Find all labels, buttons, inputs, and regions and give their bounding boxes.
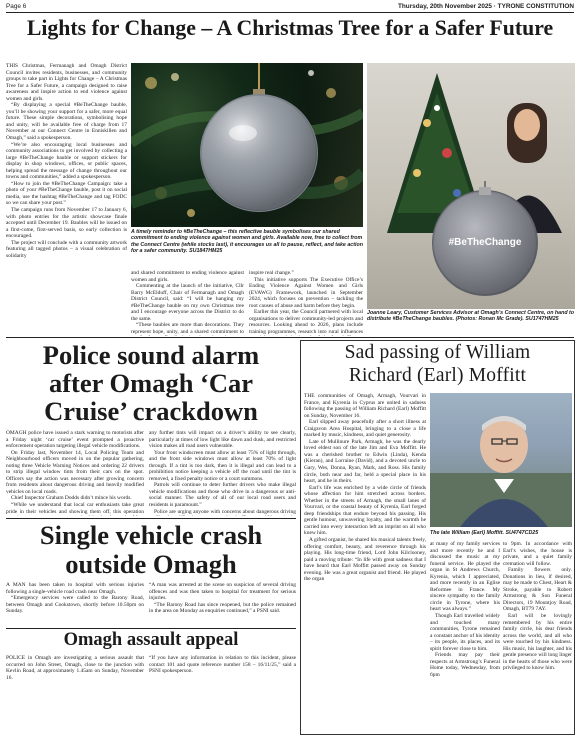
moffitt-headline: Sad passing of William Richard (Earl) Moffitt xyxy=(344,342,531,386)
section-rule-2 xyxy=(6,518,296,519)
moffitt-column-top: THE communities of Omagh, Armagh, Vourvari in France, and Kyrenia in Cyprus are united in sadness following the passing of William Richard (Earl) Moffitt on Sunday, November 16. Earl slipped away peacefully after a short illness at Craigavon Area Hospital, bringing to a close a life marked by music, kindness, and quiet generosity. Late of Mullinure Park, Armagh, he was the dearly loved eldest son of the late Jim and Eva Moffitt. He was a cherished brother to Edwin (Linda), Kenda (Kieran), and Lorraine (David), and a devoted uncle to Gary, Wes, Donna, Ryan, Mark, and Ross. His family circle, both near and far, held a special place in his heart, and he in theirs. Earl’s life was enriched by a wide circle of friends whose affection for him stretched across borders. Whether in the streets of Armagh, the small lanes of Vourvari, or the coastal beauty of Kyrenia, Earl forged deep friendships that endure beyond his passing. His gentle humour, unwavering loyalty, and the warmth he carried into every interaction left an imprint on all who knew him. A gifted organist, he shared his musical talents freely, offering comfort, beauty, and reverence through his playing. His long-time friend, Lord John Kilclooney, paid a moving tribute: “In life with great sadness that I have heard that Earl Moffitt passed away on Sunday evening. He was a great organist and friend. He played the organ xyxy=(304,393,426,583)
police-column-2: any further tints will impact on a driver’s ability to see clearly, particularly at times of low light like dawn and dusk, and restricted vision makes all road users vulnerable. Your front windscreen must allow at least 75% of light through, and the front side windows must allow at least 70% of light through. If a tint is too dark, then it is illegal and can lead to a prohibition notice keeping a vehicle off the road until the tint is removed, a fixed penalty notice or a court summons. Patrols will continue to deter further drivers who make illegal vehicle modifications and those who drive in a dangerous or anti-social manner. The safety of all of our local road users and residents is paramount.” Police are urging anyone with concerns about dangerous driving xyxy=(149,430,296,515)
moffitt-column-b1: at many of my family services and more recently he and I discussed the music at my funeral service. He played the organ in St Andrews Church, Kyrenia, which I appreciated, and more recently in an Eglise Reformee in France. My sincere sympathy to the family circle in Tyrone, where his heart was always.” Though Earl travelled widely and touched many communities, Tyrone remained a constant anchor of his identity – its people, its places, and its spirit forever close to him. Friends may pay their respects at Armstrong’s Funeral Home today, Wednesday, from 6pm xyxy=(430,541,500,678)
moffitt-caption: The late William (Earl) Moffitt. SU4747CD25 xyxy=(430,530,539,536)
lights-column-2: and shared commitment to ending violence against women and girls. Commenting at the launch of the initiative, Cllr Barry McElduff, Chair of Fermanagh and Omagh District Council, said: “I will be hanging my #BeTheChange bauble on my own Christmas tree and I encourage everyone across the District to do the same. “These baubles are more than decorations. They represent hope, unity, and a shared commitment to xyxy=(131,270,244,335)
bauble-hashtag: #BeTheChange xyxy=(448,237,522,248)
lights-headline: Lights for Change – A Christmas Tree for a Safer Future xyxy=(26,16,554,40)
crash-headline: Single vehicle crash outside Omagh xyxy=(39,520,263,579)
section-rule-1 xyxy=(6,337,574,338)
lights-column-3: inspire real change.” This initiative supports The Executive Office’s Ending Violence Against Women and Girls (EVAWG) Framework, launched in September 2024, which focuses on prevention – tackling the root causes of abuse and harm before they begin. Earlier this year, the Council partnered with local organisations to deliver community-led projects and resources. Looking ahead to 2026, plans include training programmes, research into rural influences xyxy=(249,270,363,335)
bauble-photo xyxy=(131,63,363,227)
crash-column-2: “A man was arrested at the scene on suspicion of several driving offences and was then taken to hospital for treatment for serious injuries. “The Barony Road has since reopened, but the police remained in the area on Monday as enquiries continued,” a PSNI said. xyxy=(149,582,296,615)
police-headline: Police sound alarm after Omagh ‘Car Cruise’ crackdown xyxy=(42,340,260,426)
assault-column-2: “If you have any information in relation to this incident, please contact 101 and quote reference number 158 – 16/11/25,” said a PSNI spokesperson. xyxy=(149,655,296,675)
joanne-photo xyxy=(367,63,575,309)
assault-headline: Omagh assault appeal xyxy=(63,630,239,650)
lights-column-1: THIS Christmas, Fermanagh and Omagh District Council invites residents, businesses, and community groups to take part in Lights for Change – A Christmas Tree for a Safer Future, a campaign designed to raise awareness and inspire action to end violence against women and girls. “By displaying a special #BeTheChange bauble, you’ll be showing your support for a safer, more equal future. These simple decorations, symbolising hope and unity, will be available free of charge from 17 November at our Connect Centre in Enniskillen and Omagh,” said a spokesperson. “We’re also encouraging local businesses and community associations to get involved by collecting a large #BeTheChange bauble or support stickers for display in shop windows, offices, or public spaces, helping spread the message of change throughout our towns and communities,” added a spokesperson. “How to join the #BeTheChange Campaign: take a photo of your #BeTheChange bauble, post it on social media, use the hashtag #BeTheChange and tag FODC so we can share your post.” The campaign runs from November 17 to January 6, with photo entries for the artistic showcase finale accepted until December 19. Baubles will be issued on a first-come, first-served basis, so early collection is encouraged. The project will conclude with a community artwork featuring all tagged photos – a visual celebration of solidarity xyxy=(6,63,127,259)
moffitt-column-b2: to 9pm. In accordance with Earl’s wishes, the house is private, and a quiet family cremation will follow. Family flowers only. Donations in lieu, if desired, may be made to Chest, Heart & Stroke, payable to Robert Armstrong & Son Funeral Directors, 19 Mountjoy Road, Omagh, BT79 7AY. Earl will be lovingly remembered by his entire family circle, his dear friends across the world, and all who were touched by his kindness. His music, his laughter, and his gentle presence will long linger in the hearts of those who were privileged to know him. xyxy=(503,541,572,672)
bauble-caption: A timely reminder to #BeTheChange – this reflective bauble symbolises our shared commitment to ending violence against women and girls. Available now, free to collect from the Connect Centre (while stocks last), it encourages us all to pause, reflect, and take action for a safer community. SU1847HM25 xyxy=(131,229,363,255)
crash-column-1: A MAN has been taken to hospital with serious injuries following a single-vehicle road crash near Omagh. “Emergency services were called to the Barony Road, between Omagh and Cookstown, shortly before 10.50pm on Sunday. xyxy=(6,582,144,615)
assault-column-1: POLICE in Omagh are investigating a serious assault that occurred on John Street, Omagh, close to the junction with Kevlin Road, at approximately 1.45am on Sunday, November 16. xyxy=(6,655,144,681)
joanne-caption: Joanne Leary, Customer Services Advisor at Omagh’s Connect Centre, on hand to distribute #BeTheChange baubles. (Photos: Ronan Mc Grade). SU1747HM25 xyxy=(367,310,575,323)
moffitt-photo xyxy=(430,393,572,527)
page-number: Page 6 xyxy=(6,3,27,10)
dateline: Thursday, 20th November 2025 · TYRONE CONSTITUTION xyxy=(397,3,574,10)
police-column-1: OMAGH police have issued a stark warning to motorists after a Friday night ‘car cruise’ event prompted a proactive enforcement operation targeting illegal vehicle modifications. On Friday last, November 14, Local Policing Team and Neighbourhood officers moved in on the popular gathering, noting three Vehicle Warning Notices and ordering 22 drivers to strip illegal window tints from their cars on the spot. Officers say the action was necessary after growing concern from residents about dangerous driving and heavily modified vehicles on local roads. Chief Inspector Graham Dodds didn’t mince his words. “While we understand that local car enthusiasts take great pride in their vehicles and showing them off, this operation xyxy=(6,430,144,515)
